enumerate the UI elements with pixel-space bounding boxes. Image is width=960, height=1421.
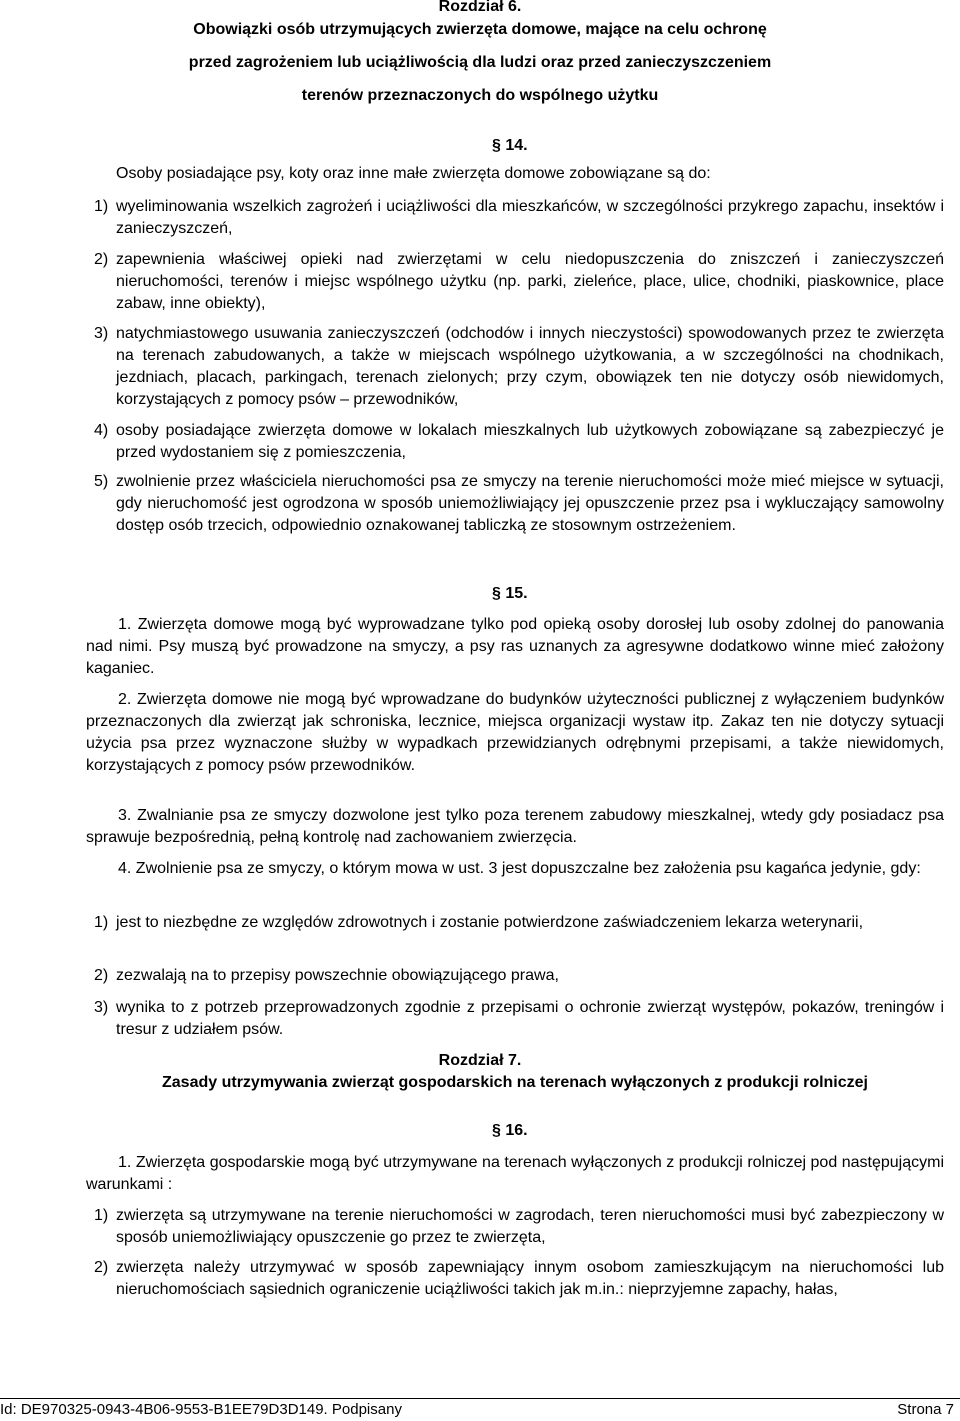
section-15-paragraph-4 <box>86 858 944 880</box>
section-16-label: § 16. <box>492 1122 528 1139</box>
item-text: natychmiastowego usuwania zanieczyszczeń (odchodów i innych nieczystości) spowodowanych przez te zwierzęta na terenach zabudowanych, a także w miejscach wspólnego użytkowania, a w szczególności na chodnikach, jezdniach, placach, parkingach, terenach zielonych; przy czym, obowiązek ten nie dotyczy osób niewidomych, korzystających z pomocy psów – przewodników, <box>116 325 944 408</box>
item-number: 3) <box>94 325 109 342</box>
item-text: jest to niezbędne ze względów zdrowotnych i zostanie potwierdzone zaświadczeniem lekarza weterynarii, <box>116 914 864 931</box>
item-text: wynika to z potrzeb przeprowadzonych zgodnie z przepisami o ochronie zwierząt występów, pokazów, treningów i tresur z udziałem psów. <box>116 999 944 1038</box>
section-15-label: § 15. <box>492 585 528 602</box>
item-text: wyeliminowania wszelkich zagrożeń i uciążliwości dla mieszkańców, w szczególności przykrego zapachu, insektów i zanieczyszczeń, <box>116 198 944 237</box>
chapter-6-heading-line-1: Obowiązki osób utrzymujących zwierzęta domowe, mające na celu ochronę <box>193 21 767 38</box>
document-id: Id: DE970325-0943-4B06-9553-B1EE79D3D149. Podpisany <box>0 1401 402 1418</box>
section-15-paragraph-2 <box>86 689 944 777</box>
item-text: osoby posiadające zwierzęta domowe w lokalach mieszkalnych lub użytkowych zobowiązane są zabezpieczyć je przed wydostaniem się z pomieszczenia, <box>116 422 944 461</box>
paragraph-text: 2. Zwierzęta domowe nie mogą być wprowadzane do budynków użyteczności publicznej z wyłączeniem budynków przeznaczonych dla zwierząt jak schroniska, lecznice, miejsca organizacji wystaw itp. Zakaz ten nie dotyczy sytuacji użycia psa przez wyznaczone służby w wypadkach przewidzianych odrębnymi przepisami, a także niewidomych, korzystających z pomocy psów przewodników. <box>86 691 944 774</box>
section-16-paragraph-1 <box>86 1152 944 1196</box>
item-number: 1) <box>94 914 109 931</box>
item-number: 1) <box>94 1207 109 1224</box>
item-number: 5) <box>94 473 109 490</box>
item-text: zapewnienia właściwej opieki nad zwierzętami w celu niedopuszczenia do zniszczeń i zanieczyszczeń nieruchomości, terenów i miejsc wspólnego użytku (np. parki, zieleńce, place, ulice, chodniki, piaskownice, place zabaw, inne obiekty), <box>116 251 944 312</box>
item-number: 2) <box>94 967 109 984</box>
paragraph-text: 1. Zwierzęta gospodarskie mogą być utrzymywane na terenach wyłączonych z produkcji rolniczej pod następującymi warunkami : <box>86 1154 944 1193</box>
item-number: 3) <box>94 999 109 1016</box>
page-footer <box>0 1398 960 1420</box>
section-15-paragraph-1 <box>86 614 944 680</box>
item-number: 2) <box>94 1259 109 1276</box>
item-number: 4) <box>94 422 109 439</box>
item-text: zwierzęta należy utrzymywać w sposób zapewniający innym osobom zamieszkującym na nieruchomości lub nieruchomościach sąsiednich ograniczenie uciążliwości takich jak m.in.: nieprzyjemne zapachy, hałas, <box>116 1259 944 1298</box>
chapter-6-heading-line-3: terenów przeznaczonych do wspólnego użytku <box>301 87 659 104</box>
item-text: zezwalają na to przepisy powszechnie obowiązującego prawa, <box>116 967 559 984</box>
section-14-intro: Osoby posiadające psy, koty oraz inne małe zwierzęta domowe zobowiązane są do: <box>116 165 711 182</box>
paragraph-text: 4. Zwolnienie psa ze smyczy, o którym mowa w ust. 3 jest dopuszczalne bez założenia psu kagańca jedynie, gdy: <box>118 860 921 877</box>
section-14-label: § 14. <box>492 137 528 154</box>
item-number: 2) <box>94 251 109 268</box>
page-number: Strona 7 <box>897 1401 954 1418</box>
chapter-6-title: Rozdział 6. <box>438 0 522 15</box>
chapter-7-title: Rozdział 7. <box>438 1052 522 1069</box>
paragraph-text: 3. Zwalnianie psa ze smyczy dozwolone jest tylko poza terenem zabudowy mieszkalnej, wtedy gdy posiadacz psa sprawuje bezpośrednią, pełną kontrolę nad zachowaniem zwierzęcia. <box>86 807 944 846</box>
item-text: zwierzęta są utrzymywane na terenie nieruchomości w zagrodach, teren nieruchomości musi być zabezpieczony w sposób uniemożliwiający opuszczenie go przez te zwierzęta, <box>116 1207 944 1246</box>
paragraph-text: 1. Zwierzęta domowe mogą być wyprowadzane tylko pod opieką osoby dorosłej lub osoby zdolnej do panowania nad nimi. Psy muszą być prowadzone na smyczy, a psy ras uznanych za agresywne dodatkowo winne mieć założony kaganiec. <box>86 616 944 677</box>
chapter-7-heading: Zasady utrzymywania zwierząt gospodarskich na terenach wyłączonych z produkcji rolniczej <box>162 1074 868 1091</box>
item-number: 1) <box>94 198 109 215</box>
section-15-paragraph-3 <box>86 805 944 849</box>
item-text: zwolnienie przez właściciela nieruchomości psa ze smyczy na terenie nieruchomości może mieć miejsce w sytuacji, gdy nieruchomość jest ogrodzona w sposób uniemożliwiający jej opuszczenie przez psa i wykluczający samowolny dostęp osób trzecich, odpowiednio oznakowanej tabliczką ze stosownym ostrzeżeniem. <box>116 473 944 534</box>
chapter-6-heading-line-2: przed zagrożeniem lub uciążliwością dla ludzi oraz przed zanieczyszczeniem <box>188 54 772 71</box>
